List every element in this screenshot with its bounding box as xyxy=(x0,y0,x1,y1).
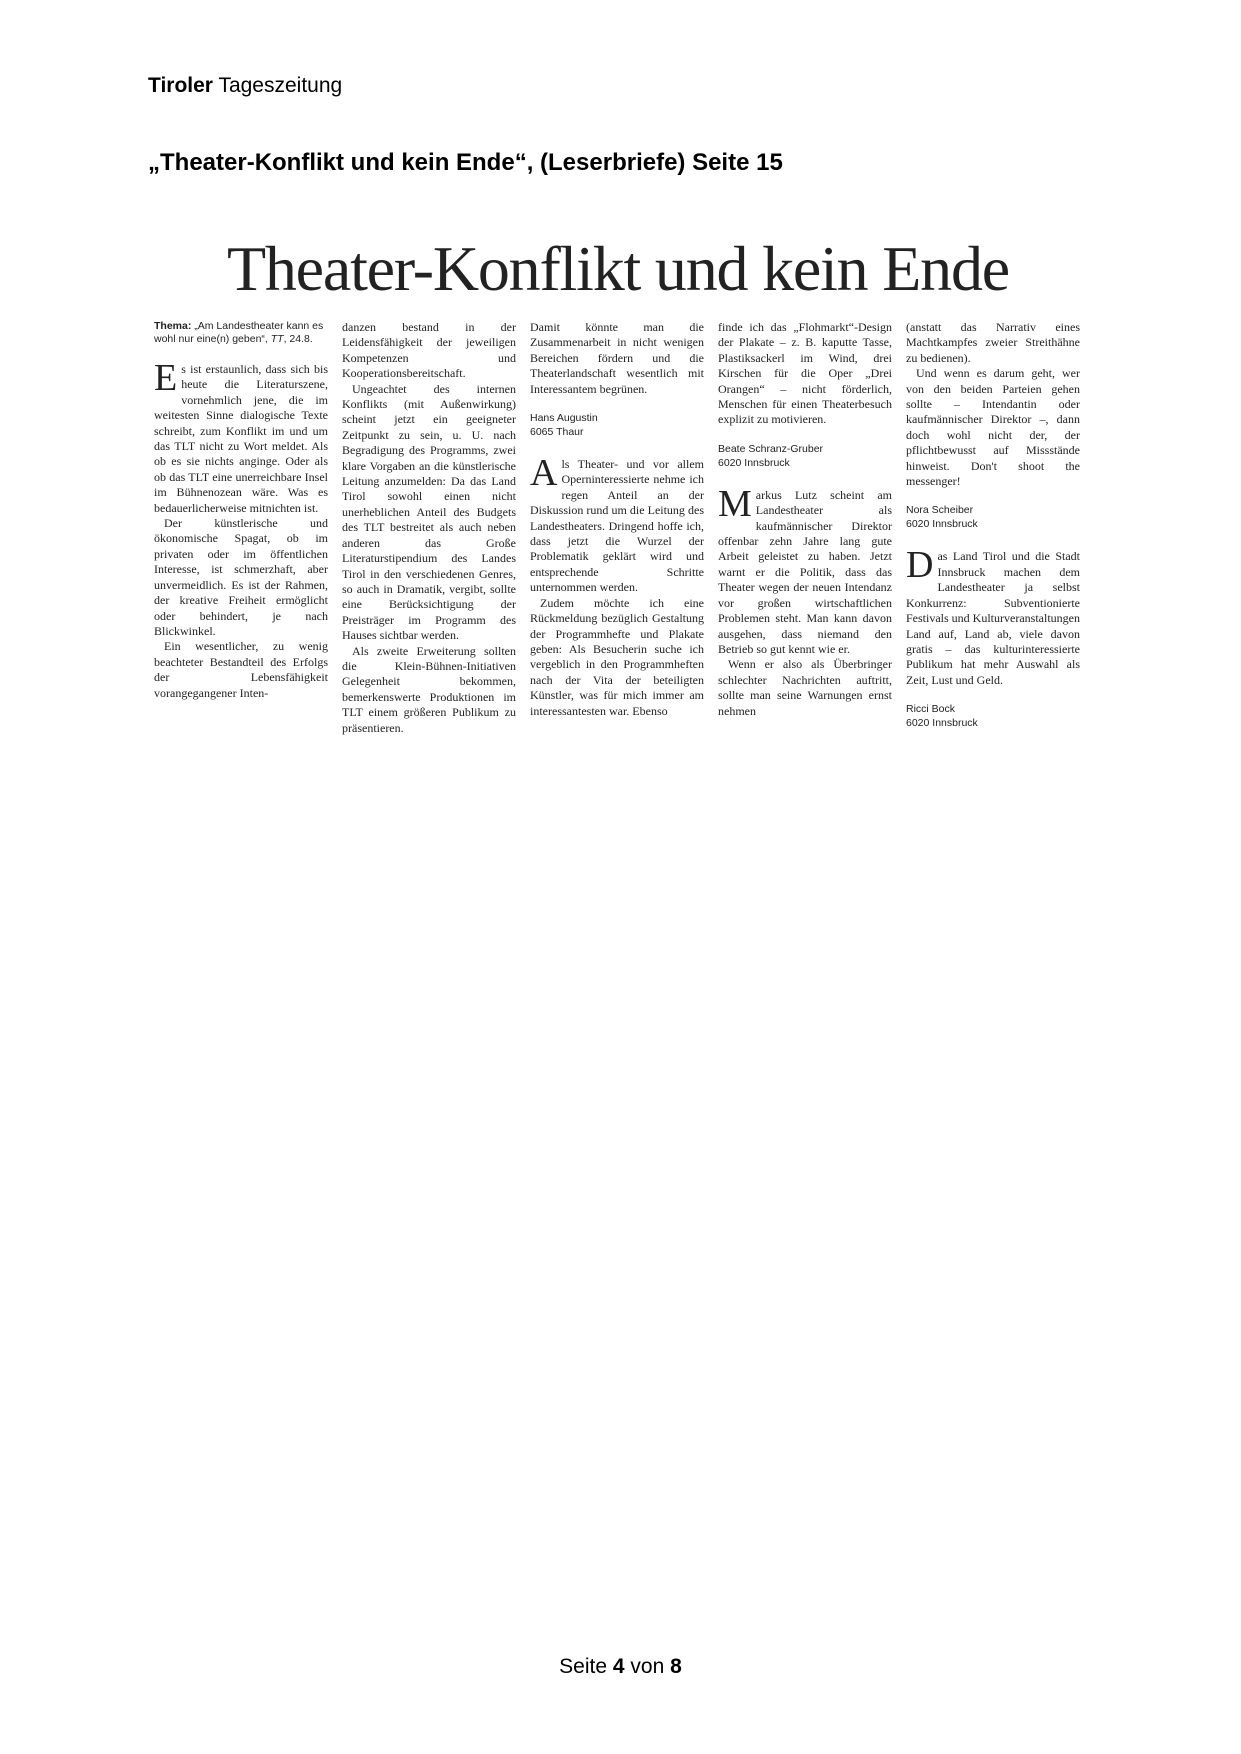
column-3 xyxy=(530,320,704,719)
letter3-paragraph-2-cont: (anstatt das Narrativ eines Machtkampfes zweier Streithähne zu bedienen). xyxy=(906,320,1080,365)
letter1-paragraph-4: Ungeachtet des internen Konflikts (mit Außenwirkung) scheint jetzt ein geeigneter Zeitpunkt zu sein, u. U. nach Begradigung des Programms, zwei klare Vorgaben an die künstlerische Leitung anzumelden: Da das Land Tirol sowohl einen nicht unerheblichen Anteil des Budgets des TLT bestreitet als auch neben anderen das Große Literaturstipendium des Landes Tirol in den verschiedenen Genres, so auch in Dramatik, vergibt, sollte eine Berücksichtigung der Preisträger im Programm des Hauses sichtbar werden. xyxy=(342,381,516,643)
letter2-paragraph-2: Zudem möchte ich eine Rückmeldung bezüglich Gestaltung der Programmhefte und Plakate geben: Als Besucherin suche ich vergeblich in den Programmheften nach der Vita der beteiligten Künstler, was für mich immer am interessantesten war. Ebenso xyxy=(530,595,704,718)
letter3-place: 6020 Innsbruck xyxy=(906,518,978,531)
newspaper-name xyxy=(148,74,342,98)
letter3-paragraph-1 xyxy=(718,482,892,657)
letter2-paragraph-3: finde ich das „Flohmarkt“-Design der Plakate – z. B. kaputte Tasse, Plastiksackerl im Wind, drei Kirschen für die Oper „Drei Orangen“ – nicht förderlich, Menschen für einen Theaterbesuch explizit zu motivieren. xyxy=(718,320,892,427)
letter2-place: 6020 Innsbruck xyxy=(718,456,790,469)
newspaper-name-bold: Tiroler xyxy=(148,74,213,97)
letter4-dropcap: D xyxy=(906,544,934,587)
letter1-paragraph-5: Als zweite Erweiterung sollten die Klein-Bühnen-Initiativen Gelegenheit bekommen, bemerkenswerte Produktionen im TLT einem größeren Publikum zu präsentieren. xyxy=(342,643,516,735)
letter1-paragraph-6: Damit könnte man die Zusammenarbeit in nicht wenigen Bereichen fördern und die Theaterlandschaft wesentlich mit Interessantem begrünen. xyxy=(530,320,704,396)
letter1-paragraph-3-cont: danzen bestand in der Leidensfähigkeit der jeweiligen Kompetenzen und Kooperationsbereitschaft. xyxy=(342,320,516,381)
letter3-dropcap: M xyxy=(718,482,752,525)
page-prefix: Seite xyxy=(559,1655,608,1678)
letter1-p1-text: s ist erstaunlich, dass sich bis heute die Literaturszene, vornehmlich jene, die im weitesten Sinne dialogische Texte schreibt, zum Konflikt im und um das TLT nicht zu Wort meldet. Als ob es sie nichts anginge. Oder als ob das TLT eine unerreichbare Insel im Bühnenozean wäre. Was es bedauerlicherweise mitnichten ist. xyxy=(154,362,328,515)
newspaper-name-rest: Tageszeitung xyxy=(218,74,343,97)
column-5 xyxy=(906,320,1080,748)
thema-source: TT xyxy=(270,333,284,345)
page-current: 4 xyxy=(612,1655,625,1678)
letter2-p1-text: ls Theater- und vor allem Operninteressierte nehme ich regen Anteil an der Diskussion rund um die Leitung des Landestheaters. Dringend hoffe ich, dass jetzt die Wurzel der Problematik geklärt wird und entsprechende Schritte unternommen werden. xyxy=(530,457,704,595)
letter3-author: Nora Scheiber xyxy=(906,504,974,517)
page-number xyxy=(0,1655,1241,1679)
letter1-paragraph-1 xyxy=(154,357,328,516)
letter1-place: 6065 Thaur xyxy=(530,426,584,439)
letter1-signature xyxy=(530,411,704,439)
letter4-signature xyxy=(906,702,1080,730)
document-title: „Theater-Konflikt und kein Ende“, (Leserbriefe) Seite 15 xyxy=(148,149,783,176)
column-4 xyxy=(718,320,892,719)
letter3-p1-text: arkus Lutz scheint am Landestheater als kaufmännischer Direktor offenbar zehn Jahre lang gute Arbeit geleistet zu haben. Jetzt warnt er die Politik, dass das Theater wegen der neuen Intendanz vor großen wirtschaftlichen Problemen steht. Man kann davon ausgehen, dass niemand den Betrieb so gut kennt wie er. xyxy=(718,487,892,656)
letter3-paragraph-3: Und wenn es darum geht, wer von den beiden Parteien gehen sollte – Intendantin oder kaufmännischer Direktor –, dann doch wohl nicht der, der pflichtbewusst auf Missstände hinweist. Don't shoot the messenger! xyxy=(906,366,1080,489)
letter2-paragraph-1 xyxy=(530,452,704,596)
letter3-signature xyxy=(906,503,1080,531)
letter4-paragraph-1 xyxy=(906,544,1080,688)
letter4-p1-text: as Land Tirol und die Stadt Innsbruck machen dem Landestheater ja selbst Konkurrenz: Subventionierte Festivals und Kulturveranstaltungen Land auf, Land ab, viele davon gratis – das kulturinteressierte Publikum hat mehr Auswahl als Zeit, Lust und Geld. xyxy=(906,549,1080,687)
letter2-author: Beate Schranz-Gruber xyxy=(718,442,824,455)
letter2-signature xyxy=(718,442,892,470)
article-body xyxy=(154,320,1084,750)
article-headline: Theater-Konflikt und kein Ende xyxy=(226,233,1009,304)
column-1 xyxy=(154,320,328,701)
thema-date: , 24.8. xyxy=(283,333,313,345)
thema-text: „Am Landestheater kann es wohl nur eine(n) geben“, xyxy=(154,320,324,345)
page-middle: von xyxy=(630,1655,665,1678)
letter1-paragraph-3: Ein wesentlicher, zu wenig beachteter Bestandteil des Erfolgs der Lebensfähigkeit vorangegangener Inten- xyxy=(154,639,328,700)
letter4-author: Ricci Bock xyxy=(906,703,956,716)
letter1-paragraph-2: Der künstlerische und ökonomische Spagat, ob im privaten oder im öffentlichen Interesse, ist schmerzhaft, aber unvermeidlich. Es ist der Rahmen, der kreative Freiheit ermöglicht oder behindert, je nach Blickwinkel. xyxy=(154,516,328,638)
letter1-author: Hans Augustin xyxy=(530,412,598,425)
thema-label: Thema: xyxy=(154,320,192,332)
column-2 xyxy=(342,320,516,736)
letter3-paragraph-2: Wenn er also als Überbringer schlechter Nachrichten auftritt, sollte man seine Warnungen ernst nehmen xyxy=(718,657,892,718)
letter1-dropcap: E xyxy=(154,357,178,399)
thema-line xyxy=(154,320,328,346)
letter4-place: 6020 Innsbruck xyxy=(906,717,978,730)
page-total: 8 xyxy=(670,1655,682,1678)
letter2-dropcap: A xyxy=(530,452,558,495)
